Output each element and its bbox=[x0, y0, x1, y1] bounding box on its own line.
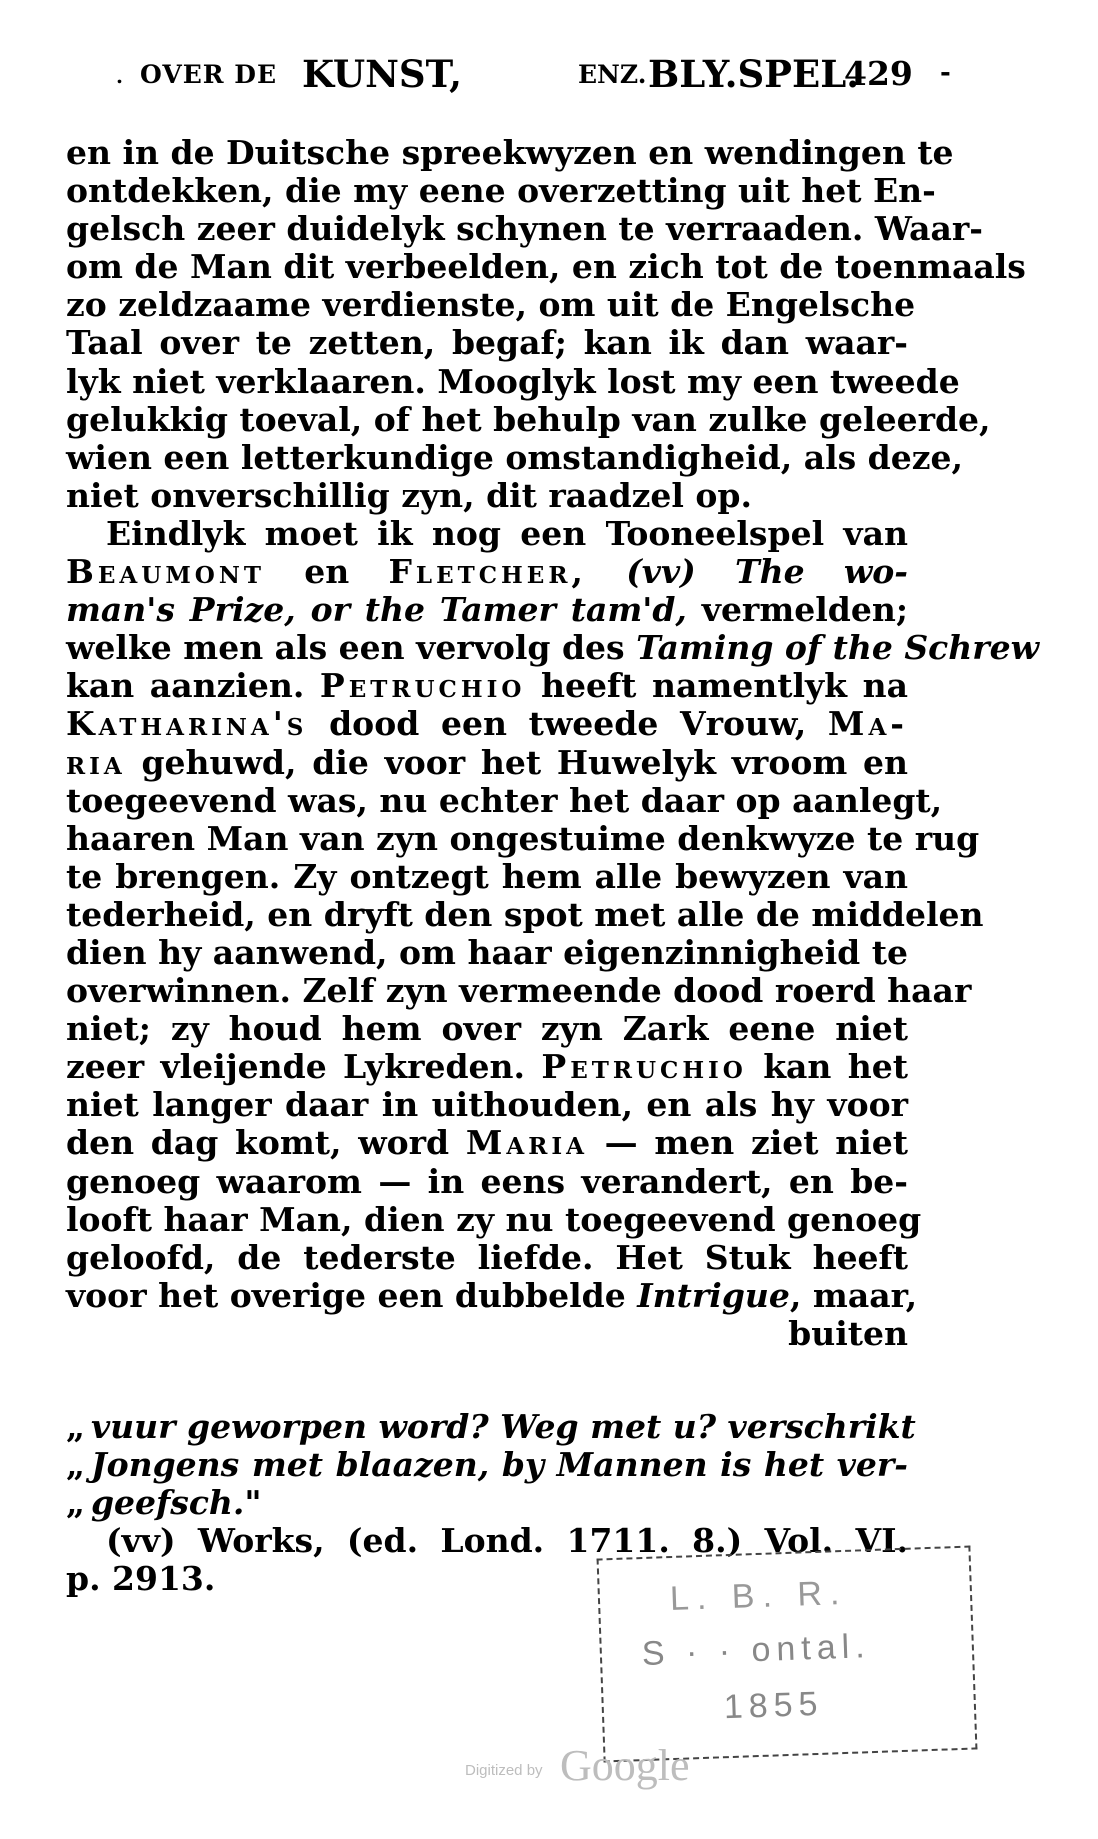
stamp-text: L. B. R. bbox=[669, 1573, 848, 1619]
text-line bbox=[66, 628, 1040, 668]
text-fragment: kan aanzien. bbox=[66, 666, 305, 706]
text-line: en in de Duitsche spreekwyzen en wendingen te bbox=[66, 133, 954, 172]
header-dot: . bbox=[116, 64, 123, 88]
text-fragment: kan het bbox=[763, 1047, 908, 1087]
text-fragment: gehuwd, die voor het Huwelyk vroom en bbox=[141, 742, 908, 782]
main-text bbox=[66, 133, 1040, 1353]
quote-mark: „ bbox=[66, 1445, 85, 1484]
text-line bbox=[66, 553, 908, 591]
running-header bbox=[116, 52, 951, 102]
text-line: niet langer daar in uithouden, en als hy voor bbox=[66, 1085, 908, 1125]
character-name: Katharina's bbox=[66, 704, 308, 744]
text-line bbox=[66, 744, 908, 782]
text-line bbox=[66, 705, 908, 743]
text-fragment: vermelden; bbox=[701, 590, 909, 630]
text-line: looft haar Man, dien zy nu toegeevend genoeg bbox=[66, 1199, 922, 1239]
catchword: buiten bbox=[788, 1313, 908, 1353]
text-line: dien hy aanwend, om haar eigenzinnigheid te bbox=[66, 932, 908, 972]
text-line: ontdekken, die my eene overzetting uit het En- bbox=[66, 171, 936, 211]
character-name: Maria bbox=[465, 1123, 588, 1163]
text-line: gelsch zeer duidelyk schynen te verraaden. Waar- bbox=[66, 209, 983, 249]
italic-term: Intrigue bbox=[637, 1275, 790, 1315]
quote-text: geefsch." bbox=[90, 1483, 262, 1522]
quote-mark: „ bbox=[66, 1407, 85, 1446]
text-line bbox=[66, 858, 908, 896]
text-line: niet; zy houd hem over zyn Zark eene niet bbox=[66, 1009, 908, 1049]
character-name: Petruchio bbox=[319, 666, 526, 706]
text-line: genoeg waarom — in eens verandert, en be- bbox=[66, 1161, 908, 1201]
quote-text: vuur geworpen word? Weg met u? verschrikt bbox=[90, 1407, 916, 1446]
text-line: zo zeldzaame verdienste, om uit de Engelsche bbox=[66, 285, 916, 325]
header-dash: - bbox=[940, 58, 951, 88]
text-fragment: voor het overige een dubbelde bbox=[66, 1275, 626, 1315]
footnote-line: p. 2913. bbox=[66, 1559, 216, 1598]
stamp-text: S · · ontal. bbox=[641, 1627, 872, 1674]
quote-line bbox=[66, 1446, 908, 1484]
play-title: Taming of the Schrew bbox=[636, 628, 1040, 668]
text-line: niet onverschillig zyn, dit raadzel op. bbox=[66, 475, 752, 515]
character-name: Ma- bbox=[827, 704, 908, 744]
quote-text: Jongens met blaazen, by Mannen is het ver- bbox=[90, 1445, 908, 1484]
text-line: Eindlyk moet ik nog een Tooneelspel van bbox=[106, 513, 908, 553]
text-fragment: zeer vleijende Lykreden. bbox=[66, 1047, 526, 1087]
play-title: man's Prize, or the Tamer tam'd, bbox=[66, 590, 687, 630]
stamp-text: 1855 bbox=[723, 1684, 825, 1727]
text-fragment: heeft namentlyk na bbox=[540, 666, 908, 706]
text-fragment: welke men als een vervolg des bbox=[66, 628, 625, 668]
header-text-enz: ENZ. bbox=[578, 60, 647, 89]
text-line: haaren Man van zyn ongestuime denkwyze te rug bbox=[66, 818, 980, 858]
text-line: wien een letterkundige omstandigheid, als deze, bbox=[66, 437, 963, 477]
character-name: Petruchio bbox=[541, 1047, 747, 1087]
text-fragment: — men ziet niet bbox=[604, 1123, 908, 1163]
text-line bbox=[66, 1048, 908, 1086]
footnote-line: (vv) Works, (ed. Lond. 1711. 8.) Vol. VI. bbox=[106, 1521, 908, 1560]
quote-line bbox=[66, 1407, 916, 1446]
text-line: tederheid, en dryft den spot met alle de middelen bbox=[66, 894, 984, 934]
text-fragment: te brengen. bbox=[66, 856, 281, 896]
google-logo: Google bbox=[560, 1741, 690, 1790]
watermark-text: Digitized by bbox=[465, 1762, 543, 1779]
conjunction: en bbox=[304, 552, 350, 592]
text-fragment: den dag komt, word bbox=[66, 1123, 450, 1163]
text-fragment: Zy ontzegt hem alle bewyzen van bbox=[293, 856, 908, 896]
text-line: lyk niet verklaaren. Mooglyk lost my een tweede bbox=[66, 361, 960, 401]
text-line bbox=[66, 667, 908, 705]
text-line: overwinnen. Zelf zyn vermeende dood roerd haar bbox=[66, 971, 972, 1011]
quote-mark: „ bbox=[66, 1483, 85, 1522]
author-name: Fletcher, bbox=[388, 552, 587, 592]
text-line bbox=[66, 1124, 908, 1162]
text-line: om de Man dit verbeelden, en zich tot de toenmaals bbox=[66, 247, 1026, 287]
header-text-over-de: OVER DE bbox=[140, 60, 278, 89]
text-line: gelukkig toeval, of het behulp van zulke geleerde, bbox=[66, 399, 991, 439]
text-line bbox=[66, 591, 908, 629]
play-title: The wo- bbox=[735, 552, 908, 592]
text-line: geloofd, de tederste liefde. Het Stuk heeft bbox=[66, 1237, 908, 1277]
author-name: Beaumont bbox=[66, 552, 265, 592]
digitized-watermark bbox=[465, 1740, 725, 1800]
character-name: ria bbox=[66, 742, 126, 782]
text-line bbox=[66, 1275, 918, 1315]
footnote-ref: (vv) bbox=[626, 552, 696, 592]
text-fragment: , maar, bbox=[789, 1275, 918, 1315]
library-stamp bbox=[597, 1546, 978, 1763]
text-fragment: dood een tweede Vrouw, bbox=[329, 704, 807, 744]
page-number: 429 bbox=[844, 54, 913, 93]
text-line: toegeevend was, nu echter het daar op aanlegt, bbox=[66, 780, 943, 820]
text-line: Taal over te zetten, begaf; kan ik dan waar- bbox=[66, 323, 908, 363]
header-text-bly-spel: BLY.SPEL. bbox=[648, 52, 860, 96]
header-text-kunst: KUNST, bbox=[302, 52, 462, 96]
quote-line bbox=[66, 1484, 908, 1522]
